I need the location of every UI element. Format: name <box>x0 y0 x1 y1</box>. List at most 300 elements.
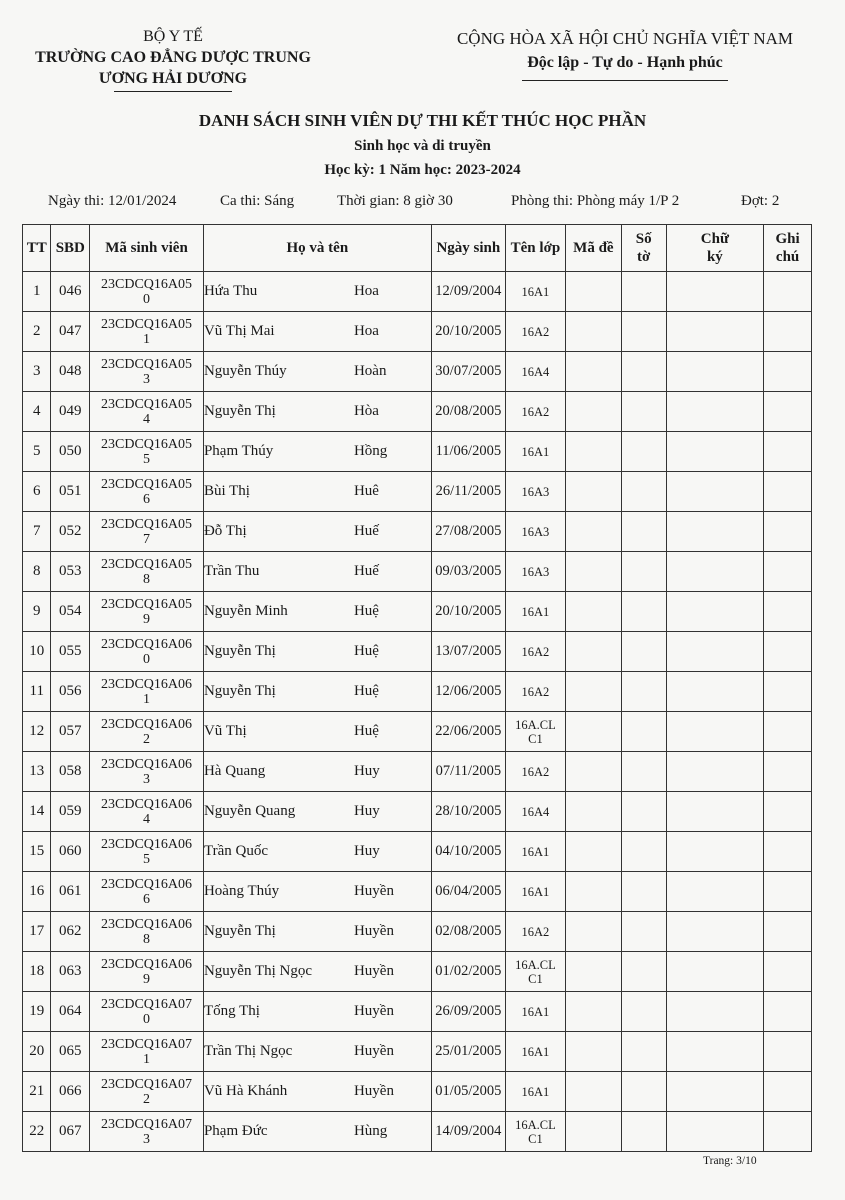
row-dob: 30/07/2005 <box>431 352 505 392</box>
motto-underline <box>522 80 728 81</box>
row-first-name: Huyền <box>353 963 394 979</box>
row-first-name: Hoa <box>353 283 379 299</box>
row-full-name <box>203 912 431 952</box>
row-exam-code-cell <box>565 632 621 672</box>
row-first-name: Huệ <box>353 643 379 659</box>
row-student-id-line2: 6 <box>143 491 151 507</box>
row-class-line1: 16A2 <box>521 764 550 779</box>
row-student-id <box>90 1072 204 1112</box>
row-student-id-line2: 3 <box>143 771 151 787</box>
row-full-name <box>203 952 431 992</box>
row-dob: 11/06/2005 <box>431 432 505 472</box>
row-student-id <box>90 432 204 472</box>
row-exam-code-cell <box>565 312 621 352</box>
row-signature-cell <box>666 1032 764 1072</box>
row-sheets-cell <box>621 712 666 752</box>
row-sbd: 061 <box>51 872 90 912</box>
row-full-name <box>203 672 431 712</box>
row-student-id-line1: 23CDCQ16A05 <box>101 356 193 372</box>
row-class <box>505 792 565 832</box>
row-student-id-line1: 23CDCQ16A07 <box>101 1076 193 1092</box>
row-notes-cell <box>764 1072 812 1112</box>
document-titles <box>0 108 845 182</box>
row-class <box>505 392 565 432</box>
row-notes-cell <box>764 672 812 712</box>
row-last-middle-name: Nguyễn Thị <box>203 403 276 419</box>
row-dob: 20/08/2005 <box>431 392 505 432</box>
row-student-id-line1: 23CDCQ16A06 <box>101 836 193 852</box>
row-student-id-line1: 23CDCQ16A05 <box>101 436 193 452</box>
row-last-middle-name: Hà Quang <box>203 763 266 779</box>
row-full-name <box>203 872 431 912</box>
row-exam-code-cell <box>565 552 621 592</box>
row-student-id-line2: 4 <box>143 411 151 427</box>
row-notes-cell <box>764 432 812 472</box>
row-sbd: 055 <box>51 632 90 672</box>
row-class-line1: 16A1 <box>521 444 550 459</box>
row-exam-code-cell <box>565 272 621 312</box>
row-last-middle-name: Nguyễn Thúy <box>203 363 287 379</box>
row-notes-cell <box>764 272 812 312</box>
row-class <box>505 632 565 672</box>
row-sbd: 057 <box>51 712 90 752</box>
row-last-middle-name: Nguyễn Thị <box>203 643 276 659</box>
row-full-name <box>203 352 431 392</box>
table-row <box>23 592 812 632</box>
row-dob: 12/09/2004 <box>431 272 505 312</box>
row-student-id <box>90 872 204 912</box>
row-exam-code-cell <box>565 432 621 472</box>
row-class-line1: 16A3 <box>521 484 550 499</box>
row-last-middle-name: Phạm Thúy <box>203 443 274 459</box>
row-sbd: 058 <box>51 752 90 792</box>
table-row <box>23 752 812 792</box>
row-full-name <box>203 552 431 592</box>
row-tt: 4 <box>23 392 51 432</box>
exam-room: Phòng thi: Phòng máy 1/P 2 <box>511 193 680 209</box>
row-tt: 8 <box>23 552 51 592</box>
row-full-name <box>203 432 431 472</box>
row-sheets-cell <box>621 312 666 352</box>
exam-time: Thời gian: 8 giờ 30 <box>337 193 453 209</box>
row-signature-cell <box>666 1112 764 1152</box>
row-student-id-line1: 23CDCQ16A05 <box>101 516 193 532</box>
row-class-line2: C1 <box>528 731 543 746</box>
table-row <box>23 832 812 872</box>
col-header-signature-line1: Chữ <box>700 231 729 247</box>
row-class <box>505 992 565 1032</box>
row-exam-code-cell <box>565 752 621 792</box>
table-header-row <box>23 225 812 272</box>
row-class <box>505 712 565 752</box>
row-sbd: 047 <box>51 312 90 352</box>
row-dob: 20/10/2005 <box>431 592 505 632</box>
issuer-underline <box>114 91 232 92</box>
row-sheets-cell <box>621 1032 666 1072</box>
row-tt: 13 <box>23 752 51 792</box>
row-exam-code-cell <box>565 832 621 872</box>
row-dob: 06/04/2005 <box>431 872 505 912</box>
row-full-name <box>203 792 431 832</box>
row-signature-cell <box>666 312 764 352</box>
col-header-notes-line1: Ghi <box>775 231 800 247</box>
row-first-name: Huế <box>353 523 379 539</box>
row-last-middle-name: Hoàng Thúy <box>203 883 280 899</box>
row-dob: 25/01/2005 <box>431 1032 505 1072</box>
row-sbd: 048 <box>51 352 90 392</box>
row-signature-cell <box>666 792 764 832</box>
row-full-name <box>203 1112 431 1152</box>
page-number: Trang: 3/10 <box>703 1155 757 1167</box>
row-signature-cell <box>666 1072 764 1112</box>
row-student-id-line1: 23CDCQ16A07 <box>101 1036 193 1052</box>
row-student-id-line2: 9 <box>143 971 151 987</box>
row-dob: 20/10/2005 <box>431 312 505 352</box>
row-tt: 6 <box>23 472 51 512</box>
row-student-id <box>90 272 204 312</box>
term-info: Học kỳ: 1 Năm học: 2023-2024 <box>324 162 521 178</box>
row-tt: 17 <box>23 912 51 952</box>
row-student-id-line1: 23CDCQ16A07 <box>101 1116 193 1132</box>
row-first-name: Hoàn <box>353 363 387 379</box>
row-signature-cell <box>666 552 764 592</box>
row-dob: 26/09/2005 <box>431 992 505 1032</box>
row-notes-cell <box>764 992 812 1032</box>
row-tt: 12 <box>23 712 51 752</box>
row-exam-code-cell <box>565 592 621 632</box>
row-sbd: 066 <box>51 1072 90 1112</box>
table-row <box>23 912 812 952</box>
row-class-line1: 16A1 <box>521 1044 550 1059</box>
row-first-name: Hùng <box>353 1123 388 1139</box>
row-first-name: Huyền <box>353 1083 394 1099</box>
row-class-line1: 16A1 <box>521 844 550 859</box>
row-student-id-line2: 5 <box>143 451 151 467</box>
row-sheets-cell <box>621 1072 666 1112</box>
row-exam-code-cell <box>565 472 621 512</box>
row-class <box>505 472 565 512</box>
table-row <box>23 1072 812 1112</box>
row-class-line1: 16A1 <box>521 1084 550 1099</box>
row-student-id <box>90 792 204 832</box>
row-signature-cell <box>666 752 764 792</box>
row-student-id-line1: 23CDCQ16A05 <box>101 316 193 332</box>
row-tt: 9 <box>23 592 51 632</box>
row-dob: 04/10/2005 <box>431 832 505 872</box>
row-sheets-cell <box>621 592 666 632</box>
row-sheets-cell <box>621 752 666 792</box>
row-last-middle-name: Hứa Thu <box>203 283 258 299</box>
student-roster-table <box>22 224 812 1152</box>
row-class <box>505 592 565 632</box>
row-dob: 14/09/2004 <box>431 1112 505 1152</box>
row-class-line1: 16A3 <box>521 524 550 539</box>
row-last-middle-name: Đỗ Thị <box>203 523 247 539</box>
row-exam-code-cell <box>565 952 621 992</box>
col-header-exam-code: Mã đề <box>565 225 621 272</box>
row-notes-cell <box>764 472 812 512</box>
row-notes-cell <box>764 832 812 872</box>
row-student-id-line2: 3 <box>143 371 151 387</box>
row-dob: 07/11/2005 <box>431 752 505 792</box>
row-sheets-cell <box>621 552 666 592</box>
row-tt: 10 <box>23 632 51 672</box>
row-student-id-line2: 0 <box>143 291 151 307</box>
row-exam-code-cell <box>565 352 621 392</box>
exam-date: Ngày thi: 12/01/2024 <box>48 193 177 209</box>
row-dob: 28/10/2005 <box>431 792 505 832</box>
row-first-name: Huy <box>353 803 380 819</box>
col-header-notes-line2: chú <box>775 249 800 265</box>
national-motto: Độc lập - Tự do - Hạnh phúc <box>527 54 723 71</box>
row-last-middle-name: Nguyễn Thị <box>203 683 276 699</box>
row-signature-cell <box>666 392 764 432</box>
row-notes-cell <box>764 592 812 632</box>
row-student-id-line2: 5 <box>143 851 151 867</box>
row-class <box>505 872 565 912</box>
row-class-line1: 16A3 <box>521 564 550 579</box>
row-notes-cell <box>764 1032 812 1072</box>
row-tt: 20 <box>23 1032 51 1072</box>
row-dob: 09/03/2005 <box>431 552 505 592</box>
row-class-line2: C1 <box>528 1131 543 1146</box>
row-student-id-line1: 23CDCQ16A06 <box>101 636 193 652</box>
row-full-name <box>203 592 431 632</box>
row-student-id-line1: 23CDCQ16A06 <box>101 876 193 892</box>
row-sbd: 051 <box>51 472 90 512</box>
row-first-name: Huyền <box>353 923 394 939</box>
row-first-name: Huy <box>353 843 380 859</box>
row-student-id <box>90 472 204 512</box>
col-header-student-id: Mã sinh viên <box>90 225 204 272</box>
row-tt: 1 <box>23 272 51 312</box>
row-first-name: Huế <box>353 563 379 579</box>
col-header-sheets-line1: Số <box>635 231 652 247</box>
col-header-tt: TT <box>23 225 51 272</box>
row-last-middle-name: Nguyễn Thị Ngọc <box>203 963 313 979</box>
row-notes-cell <box>764 392 812 432</box>
row-exam-code-cell <box>565 672 621 712</box>
row-sbd: 063 <box>51 952 90 992</box>
row-first-name: Huyền <box>353 883 394 899</box>
row-signature-cell <box>666 872 764 912</box>
col-header-signature-line2: ký <box>706 249 723 265</box>
col-header-dob: Ngày sinh <box>431 225 505 272</box>
row-last-middle-name: Phạm Đức <box>203 1123 268 1139</box>
row-notes-cell <box>764 752 812 792</box>
col-header-sheets <box>621 225 666 272</box>
row-dob: 01/02/2005 <box>431 952 505 992</box>
exam-batch: Đợt: 2 <box>741 193 780 209</box>
table-row <box>23 712 812 752</box>
row-first-name: Huy <box>353 763 380 779</box>
row-signature-cell <box>666 352 764 392</box>
row-sheets-cell <box>621 272 666 312</box>
roster-body <box>23 272 812 1152</box>
row-tt: 7 <box>23 512 51 552</box>
row-first-name: Huệ <box>353 683 379 699</box>
row-student-id <box>90 752 204 792</box>
row-first-name: Huệ <box>353 723 379 739</box>
row-last-middle-name: Trần Thu <box>203 563 260 579</box>
row-student-id-line1: 23CDCQ16A05 <box>101 556 193 572</box>
row-sheets-cell <box>621 832 666 872</box>
row-student-id <box>90 992 204 1032</box>
table-row <box>23 632 812 672</box>
nation-block <box>430 26 820 81</box>
row-sheets-cell <box>621 472 666 512</box>
row-signature-cell <box>666 712 764 752</box>
row-class-line1: 16A.CL <box>515 957 556 972</box>
row-last-middle-name: Vũ Thị Mai <box>203 323 275 339</box>
row-signature-cell <box>666 912 764 952</box>
row-first-name: Huê <box>353 483 379 499</box>
row-signature-cell <box>666 672 764 712</box>
row-last-middle-name: Tống Thị <box>203 1003 260 1019</box>
row-class <box>505 1072 565 1112</box>
row-student-id-line1: 23CDCQ16A05 <box>101 276 193 292</box>
row-last-middle-name: Vũ Thị <box>203 723 247 739</box>
row-student-id-line2: 4 <box>143 811 151 827</box>
row-dob: 13/07/2005 <box>431 632 505 672</box>
row-exam-code-cell <box>565 872 621 912</box>
row-class <box>505 1032 565 1072</box>
row-class <box>505 512 565 552</box>
ministry-name: BỘ Y TẾ <box>143 28 203 45</box>
row-student-id-line2: 2 <box>143 1091 151 1107</box>
row-tt: 22 <box>23 1112 51 1152</box>
row-tt: 18 <box>23 952 51 992</box>
row-exam-code-cell <box>565 712 621 752</box>
row-class-line1: 16A.CL <box>515 717 556 732</box>
row-class-line1: 16A2 <box>521 324 550 339</box>
row-exam-code-cell <box>565 1032 621 1072</box>
row-sbd: 067 <box>51 1112 90 1152</box>
row-class <box>505 1112 565 1152</box>
row-full-name <box>203 392 431 432</box>
table-row <box>23 312 812 352</box>
row-full-name <box>203 752 431 792</box>
row-exam-code-cell <box>565 512 621 552</box>
row-class-line2: C1 <box>528 971 543 986</box>
row-exam-code-cell <box>565 1072 621 1112</box>
row-notes-cell <box>764 1112 812 1152</box>
row-student-id-line2: 7 <box>143 531 151 547</box>
row-signature-cell <box>666 832 764 872</box>
row-first-name: Huyền <box>353 1003 394 1019</box>
row-signature-cell <box>666 992 764 1032</box>
row-sbd: 065 <box>51 1032 90 1072</box>
row-class-line1: 16A4 <box>521 804 550 819</box>
row-tt: 11 <box>23 672 51 712</box>
row-full-name <box>203 312 431 352</box>
row-class-line1: 16A.CL <box>515 1117 556 1132</box>
row-class-line1: 16A1 <box>521 884 550 899</box>
row-notes-cell <box>764 712 812 752</box>
row-class <box>505 272 565 312</box>
col-header-class: Tên lớp <box>505 225 565 272</box>
row-signature-cell <box>666 632 764 672</box>
row-student-id <box>90 832 204 872</box>
table-row <box>23 992 812 1032</box>
row-tt: 21 <box>23 1072 51 1112</box>
row-first-name: Huệ <box>353 603 379 619</box>
row-exam-code-cell <box>565 992 621 1032</box>
row-sheets-cell <box>621 672 666 712</box>
row-student-id-line2: 1 <box>143 331 151 347</box>
row-student-id-line2: 0 <box>143 1011 151 1027</box>
row-full-name <box>203 1032 431 1072</box>
row-class <box>505 952 565 992</box>
row-full-name <box>203 512 431 552</box>
row-class-line1: 16A2 <box>521 644 550 659</box>
row-student-id-line2: 0 <box>143 651 151 667</box>
row-first-name: Hồng <box>353 443 388 459</box>
row-student-id-line1: 23CDCQ16A05 <box>101 396 193 412</box>
row-student-id <box>90 1032 204 1072</box>
row-dob: 12/06/2005 <box>431 672 505 712</box>
row-sheets-cell <box>621 792 666 832</box>
table-row <box>23 1112 812 1152</box>
row-tt: 19 <box>23 992 51 1032</box>
row-sheets-cell <box>621 352 666 392</box>
col-header-signature <box>666 225 764 272</box>
row-sbd: 060 <box>51 832 90 872</box>
nation-name: CỘNG HÒA XÃ HỘI CHỦ NGHĨA VIỆT NAM <box>456 29 794 48</box>
row-dob: 02/08/2005 <box>431 912 505 952</box>
row-student-id <box>90 312 204 352</box>
row-signature-cell <box>666 432 764 472</box>
row-full-name <box>203 712 431 752</box>
row-student-id <box>90 952 204 992</box>
table-row <box>23 792 812 832</box>
row-student-id-line2: 6 <box>143 891 151 907</box>
row-sbd: 052 <box>51 512 90 552</box>
row-exam-code-cell <box>565 792 621 832</box>
row-student-id <box>90 512 204 552</box>
row-tt: 2 <box>23 312 51 352</box>
issuer-block <box>14 26 332 92</box>
row-class <box>505 832 565 872</box>
row-sbd: 049 <box>51 392 90 432</box>
row-signature-cell <box>666 952 764 992</box>
col-header-notes <box>764 225 812 272</box>
row-student-id-line1: 23CDCQ16A05 <box>101 596 193 612</box>
row-last-middle-name: Nguyễn Thị <box>203 923 276 939</box>
row-full-name <box>203 832 431 872</box>
row-class <box>505 672 565 712</box>
row-student-id-line1: 23CDCQ16A06 <box>101 676 193 692</box>
row-class <box>505 552 565 592</box>
row-notes-cell <box>764 872 812 912</box>
subject-name: Sinh học và di truyền <box>354 138 491 154</box>
row-class-line1: 16A1 <box>521 604 550 619</box>
table-row <box>23 672 812 712</box>
row-student-id-line2: 1 <box>143 1051 151 1067</box>
row-dob: 22/06/2005 <box>431 712 505 752</box>
row-class-line1: 16A1 <box>521 1004 550 1019</box>
row-notes-cell <box>764 912 812 952</box>
row-sbd: 054 <box>51 592 90 632</box>
row-sheets-cell <box>621 992 666 1032</box>
row-student-id-line1: 23CDCQ16A06 <box>101 916 193 932</box>
row-student-id-line1: 23CDCQ16A05 <box>101 476 193 492</box>
row-notes-cell <box>764 552 812 592</box>
table-row <box>23 432 812 472</box>
row-student-id-line2: 8 <box>143 571 151 587</box>
row-signature-cell <box>666 512 764 552</box>
row-tt: 14 <box>23 792 51 832</box>
